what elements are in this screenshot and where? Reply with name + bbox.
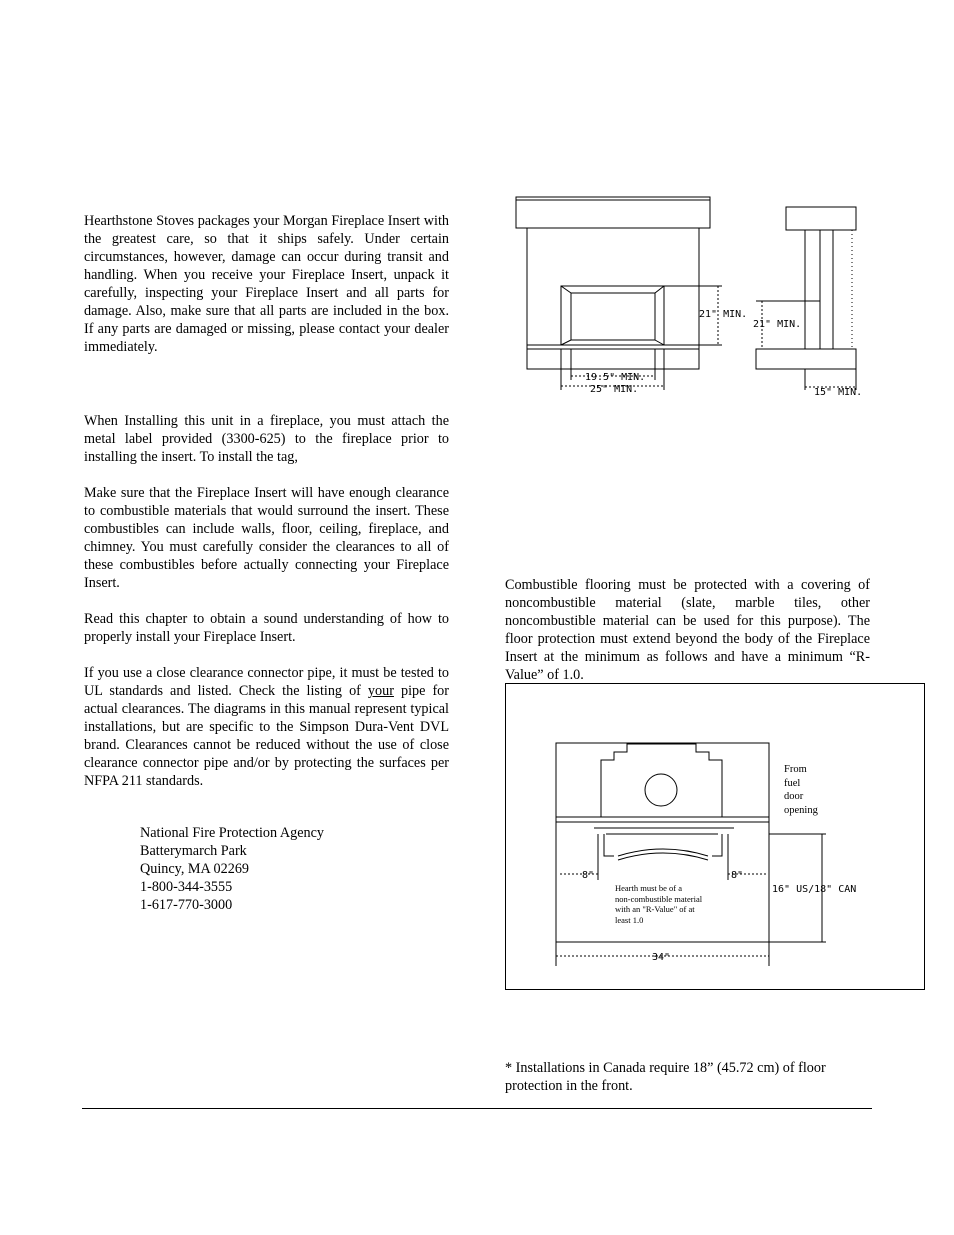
fireplace-opening xyxy=(561,286,664,345)
side-height-label: 21" MIN. xyxy=(753,319,802,330)
side-body xyxy=(805,230,833,349)
address-line: 1-800-344-3555 xyxy=(140,879,233,895)
outer-width-label: 25" MIN. xyxy=(590,384,639,395)
pipe-text-a: If you use a close clearance connector pipe, it must be tested to UL standards and listed. Check the listing of xyxy=(84,665,449,699)
fireplace-opening-inner xyxy=(571,293,655,340)
label-paragraph: When Installing this unit in a fireplace, you must attach the metal label provided (3300-625) to the fireplace prior to installing the insert. To install the tag, xyxy=(84,413,449,465)
read-paragraph: Read this chapter to obtain a sound understanding of how to properly install your Fireplace Insert. xyxy=(84,611,449,645)
pipe-text-b: pipe for actual clearances. The diagrams in this manual represent typical installations, but are specific to the Simpson Dura-Vent DVL brand. Clearances cannot be reduced without the use of close clearance connector pipe and/or by protecting the surfaces per NFPA 211 standards. xyxy=(84,683,449,789)
address-line: Batterymarch Park xyxy=(140,843,247,859)
inner-width-label: 19.5" MIN. xyxy=(585,372,646,383)
inspection-paragraph: Hearthstone Stoves packages your Morgan Fireplace Insert with the greatest care, so that it ships safely. Under certain circumstances, however, damage can occur during transit and handling. When you receive your Fireplace Insert, unpack it carefully, inspecting your Fireplace Insert and all parts for damage. Also, make sure that all parts are included in the box. If any parts are damaged or missing, please contact your dealer immediately. xyxy=(84,213,449,355)
mantel xyxy=(516,197,710,228)
flue-collar xyxy=(645,774,677,806)
address-line: National Fire Protection Agency xyxy=(140,825,325,841)
footer-rule xyxy=(82,1108,872,1109)
nfpa-address xyxy=(140,824,324,914)
fireplace-front xyxy=(527,228,699,369)
clearance-paragraph: Make sure that the Fireplace Insert will have enough clearance to combustible materials that would surround the insert. These combustibles can include walls, floor, ceiling, fireplace, and chimney. You must carefully consider the clearances to all of these combustibles before actually connecting your Fireplace Insert. xyxy=(84,485,449,591)
front-height-label: 21" MIN. xyxy=(699,309,748,320)
canada-footnote: * Installations in Canada require 18” (45.72 cm) of floor protection in the front. xyxy=(505,1060,826,1094)
side-hearth xyxy=(756,349,856,369)
front-clearance-label: 16" US/18" CAN xyxy=(772,884,857,895)
hearth-diagram-frame xyxy=(505,683,925,990)
width-label: 34" xyxy=(652,952,671,963)
flooring-paragraph: Combustible flooring must be protected with a covering of noncombustible material (slate, marble tiles, other noncombustible material can be used for this purpose). The floor protection must extend beyond the body of the Fireplace Insert at the minimum as follows and have a minimum “R-Value” of 1.0. xyxy=(505,577,870,683)
fuel-door-note: From fuel door opening xyxy=(784,764,818,816)
depth-label: 15" MIN. xyxy=(814,387,863,398)
left-clearance-label: 8" xyxy=(582,870,595,881)
hearth-material-note: Hearth must be of a non-combustible material with an "R-Value" of at least 1.0 xyxy=(615,883,703,925)
address-line: Quincy, MA 02269 xyxy=(140,861,250,877)
hearth-protection-diagram xyxy=(506,684,924,989)
right-clearance-label: 8" xyxy=(731,870,744,881)
side-mantel xyxy=(786,207,856,230)
address-line: 1-617-770-3000 xyxy=(140,897,233,913)
pipe-paragraph xyxy=(84,664,449,790)
pipe-text-your: your xyxy=(367,683,394,699)
fireplace-clearance-diagram xyxy=(500,190,870,400)
